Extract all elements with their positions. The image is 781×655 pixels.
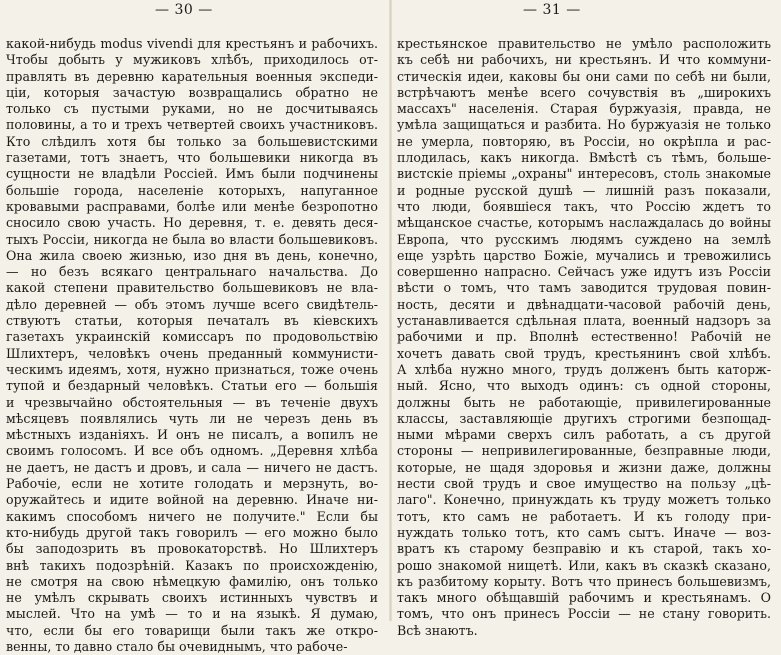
text-line: мѣщанское счастье, которымъ наслаждалась до войны (397, 215, 771, 231)
text-line: сносило свою участь. Но деревня, т. е. девять деся- (6, 215, 378, 231)
text-line: рошо знакомой нищетѣ. Или, какъ въ сказкѣ сказано, (397, 557, 771, 573)
page-number-left: — 30 — (155, 2, 213, 18)
text-line: большіе города, населеніе которыхъ, напуганное (6, 182, 378, 198)
text-line: какой степени правительство большевиковъ не вла- (6, 280, 378, 296)
text-line: — но безъ всякаго центральнаго начальства. До (6, 264, 378, 280)
text-line: умѣла защищаться и разбита. Но буржуазія не только (397, 117, 771, 133)
text-line: кто-нибудь другой такъ говорилъ — его можно было (6, 524, 378, 540)
text-line: бы заподозрить въ провокаторствѣ. Но Шлихтеръ (6, 541, 378, 557)
text-line: ствуютъ статьи, которыя печаталъ въ кіевскихъ (6, 313, 378, 329)
text-line: ными мѣрами сверхъ силъ работать, а съ другой (397, 427, 771, 443)
text-line: мыслей. Что на умѣ — то и на языкѣ. Я думаю, (6, 606, 378, 622)
text-line: ность, десяти и двѣнадцати-часовой рабочій день, (397, 296, 771, 312)
text-line: встрѣчаютъ менѣе всего сочувствія въ „широкихъ (397, 84, 771, 100)
text-line: газетами, тотъ знаетъ, что большевики никогда въ (6, 150, 378, 166)
text-line: сущности не владѣли Россіей. Имъ были подчинены (6, 166, 378, 182)
text-line: тыхъ Россіи, никогда не была во власти большевиковъ. (6, 231, 378, 247)
text-line: дѣло деревней — объ этомъ лучше всего свидѣтель- (6, 296, 378, 312)
text-line: рабочими и пр. Вполнѣ естественно! Рабочій не (397, 329, 771, 345)
text-line: газетахъ украинскій комиссаръ по продовольствію (6, 329, 378, 345)
text-line: какимъ способомъ ничего не получите." Если бы (6, 508, 378, 524)
text-line: ціи, которыя зачастую возвращались обратно не (6, 84, 378, 100)
text-line: внѣ такихъ подозрѣній. Казакъ по происхожденію, (6, 557, 378, 573)
text-line: крестьянское правительство не умѣло расположить (397, 36, 771, 51)
text-line: правлять въ деревню карательныя военныя экспеди- (6, 68, 378, 84)
text-line: къ разбитому корыту. Вотъ что принесъ большевизмъ, (397, 573, 771, 589)
text-line: и родные русской душѣ — лишній разъ показали, (397, 182, 771, 198)
text-line: совершенно напрасно. Сейчасъ уже идутъ изъ Россіи (397, 264, 771, 280)
right-page (391, 0, 781, 638)
text-line: только съ пустыми руками, но не досчитываясь (6, 101, 378, 117)
text-line: массахъ" населенія. Старая буржуазія, правда, не (397, 101, 771, 117)
text-line: не смотря на свою нѣмецкую фамилію, онъ только (6, 573, 378, 589)
text-line: половины, а то и трехъ четвертей своихъ участниковъ. (6, 117, 378, 133)
right-page-text (397, 36, 771, 639)
text-line: къ себѣ ни рабочихъ, ни крестьянъ. И что коммуни- (397, 52, 771, 68)
text-line: вратъ къ старому безправію и къ старой, такъ хо- (397, 541, 771, 557)
text-line: нуждать только тотъ, кто самъ сытъ. Иначе — воз- (397, 524, 771, 540)
text-line: и чрезвычайно обстоятельныя — въ теченіе двухъ (6, 394, 378, 410)
text-line: которые, не щадя здоровья и жизни даже, должны (397, 459, 771, 475)
text-line: А хлѣба нужно много, трудъ долженъ быть каторж- (397, 361, 771, 377)
text-line: своимъ голосомъ. И все объ одномъ. „Деревня хлѣба (6, 443, 378, 459)
text-line: не умерла, повторяю, въ Россіи, но окрѣпла и рас- (397, 133, 771, 149)
text-line: плодилась, какъ никогда. Вмѣстѣ съ тѣмъ, больше- (397, 150, 771, 166)
text-line: устанавливается сдѣльная плата, военный надзоръ за (397, 313, 771, 329)
text-line: Европа, что русскимъ людямъ суждено на землѣ (397, 231, 771, 247)
left-page-text (6, 36, 378, 655)
text-line: не даетъ, не дастъ и дровъ, и сала — ничего не дастъ. (6, 459, 378, 475)
text-line: нести свой трудъ и свое имущество на пользу „цѣ- (397, 476, 771, 492)
text-line: хочетъ давать свой трудъ, крестьянинъ свой хлѣбъ. (397, 345, 771, 361)
text-line: такъ много обѣщавшій рабочимъ и крестьянамъ. О (397, 590, 771, 606)
text-line: тупой и бездарный человѣкъ. Статьи его — большія (6, 378, 378, 394)
page-number-right: — 31 — (523, 2, 581, 18)
text-line: Она жила своею жизнью, изо дня въ день, конечно, (6, 247, 378, 263)
text-line: Шлихтеръ, человѣкъ очень преданный коммунисти- (6, 345, 378, 361)
text-line: стороны — непривилегированные, безправные люди, (397, 443, 771, 459)
text-line: что, если бы его товарищи были такъ же откро- (6, 622, 378, 638)
text-line: вѣсти о томъ, что тамъ заводится трудовая повин- (397, 280, 771, 296)
text-line: ческимъ идеямъ, хотя, нужно признаться, тоже очень (6, 361, 378, 377)
text-line: Рабочіе, если не хотите голодать и мерзнуть, во- (6, 476, 378, 492)
text-line: тотъ, кто самъ не работаетъ. И къ голоду при- (397, 508, 771, 524)
text-line: Чтобы добыть у мужиковъ хлѣбъ, приходилось от- (6, 52, 378, 68)
text-line: вистскіе пріемы „охраны" интересовъ, столь знакомые (397, 166, 771, 182)
text-line: что люди, боявшіеся такъ, что Россію ждетъ то (397, 198, 771, 214)
text-line: Кто слѣдилъ хотя бы только за большевистскими (6, 133, 378, 149)
text-line: не умѣлъ скрывать своихъ истинныхъ чувствъ и (6, 590, 378, 606)
text-line: классы, заставляющіе другихъ строгими безпощад- (397, 410, 771, 426)
text-line: томъ, что онъ принесъ Россіи — не стану говорить. (397, 606, 771, 622)
text-line: мѣсяцевъ появлялись чуть ли не черезъ день въ (6, 410, 378, 426)
text-line: венны, то давно стало бы очевиднымъ, что рабоче- (6, 638, 348, 654)
text-line: какой-нибудь modus vivendi для крестьянъ и рабочихъ. (6, 36, 378, 51)
text-line: должны быть не работающіе, привилегированные (397, 394, 771, 410)
text-line: Всѣ знаютъ. (397, 622, 478, 638)
text-line: кровавыми расправами, болѣе или менѣе безропотно (6, 198, 378, 214)
text-line: лаго". Конечно, принуждать къ труду можетъ только (397, 492, 771, 508)
text-line: мѣстныхъ изданіяхъ. И онъ не писалъ, а вопилъ не (6, 427, 378, 443)
text-line: стическія идеи, каковы бы они сами по себѣ ни были, (397, 68, 771, 84)
text-line: еще узрѣть царство Божіе, мучались и тревожились (397, 247, 771, 263)
text-line: ный. Ясно, что выходъ одинъ: съ одной стороны, (397, 378, 771, 394)
left-page (0, 0, 390, 654)
text-line: оружайтесь и идите войной на деревню. Иначе ни- (6, 492, 378, 508)
